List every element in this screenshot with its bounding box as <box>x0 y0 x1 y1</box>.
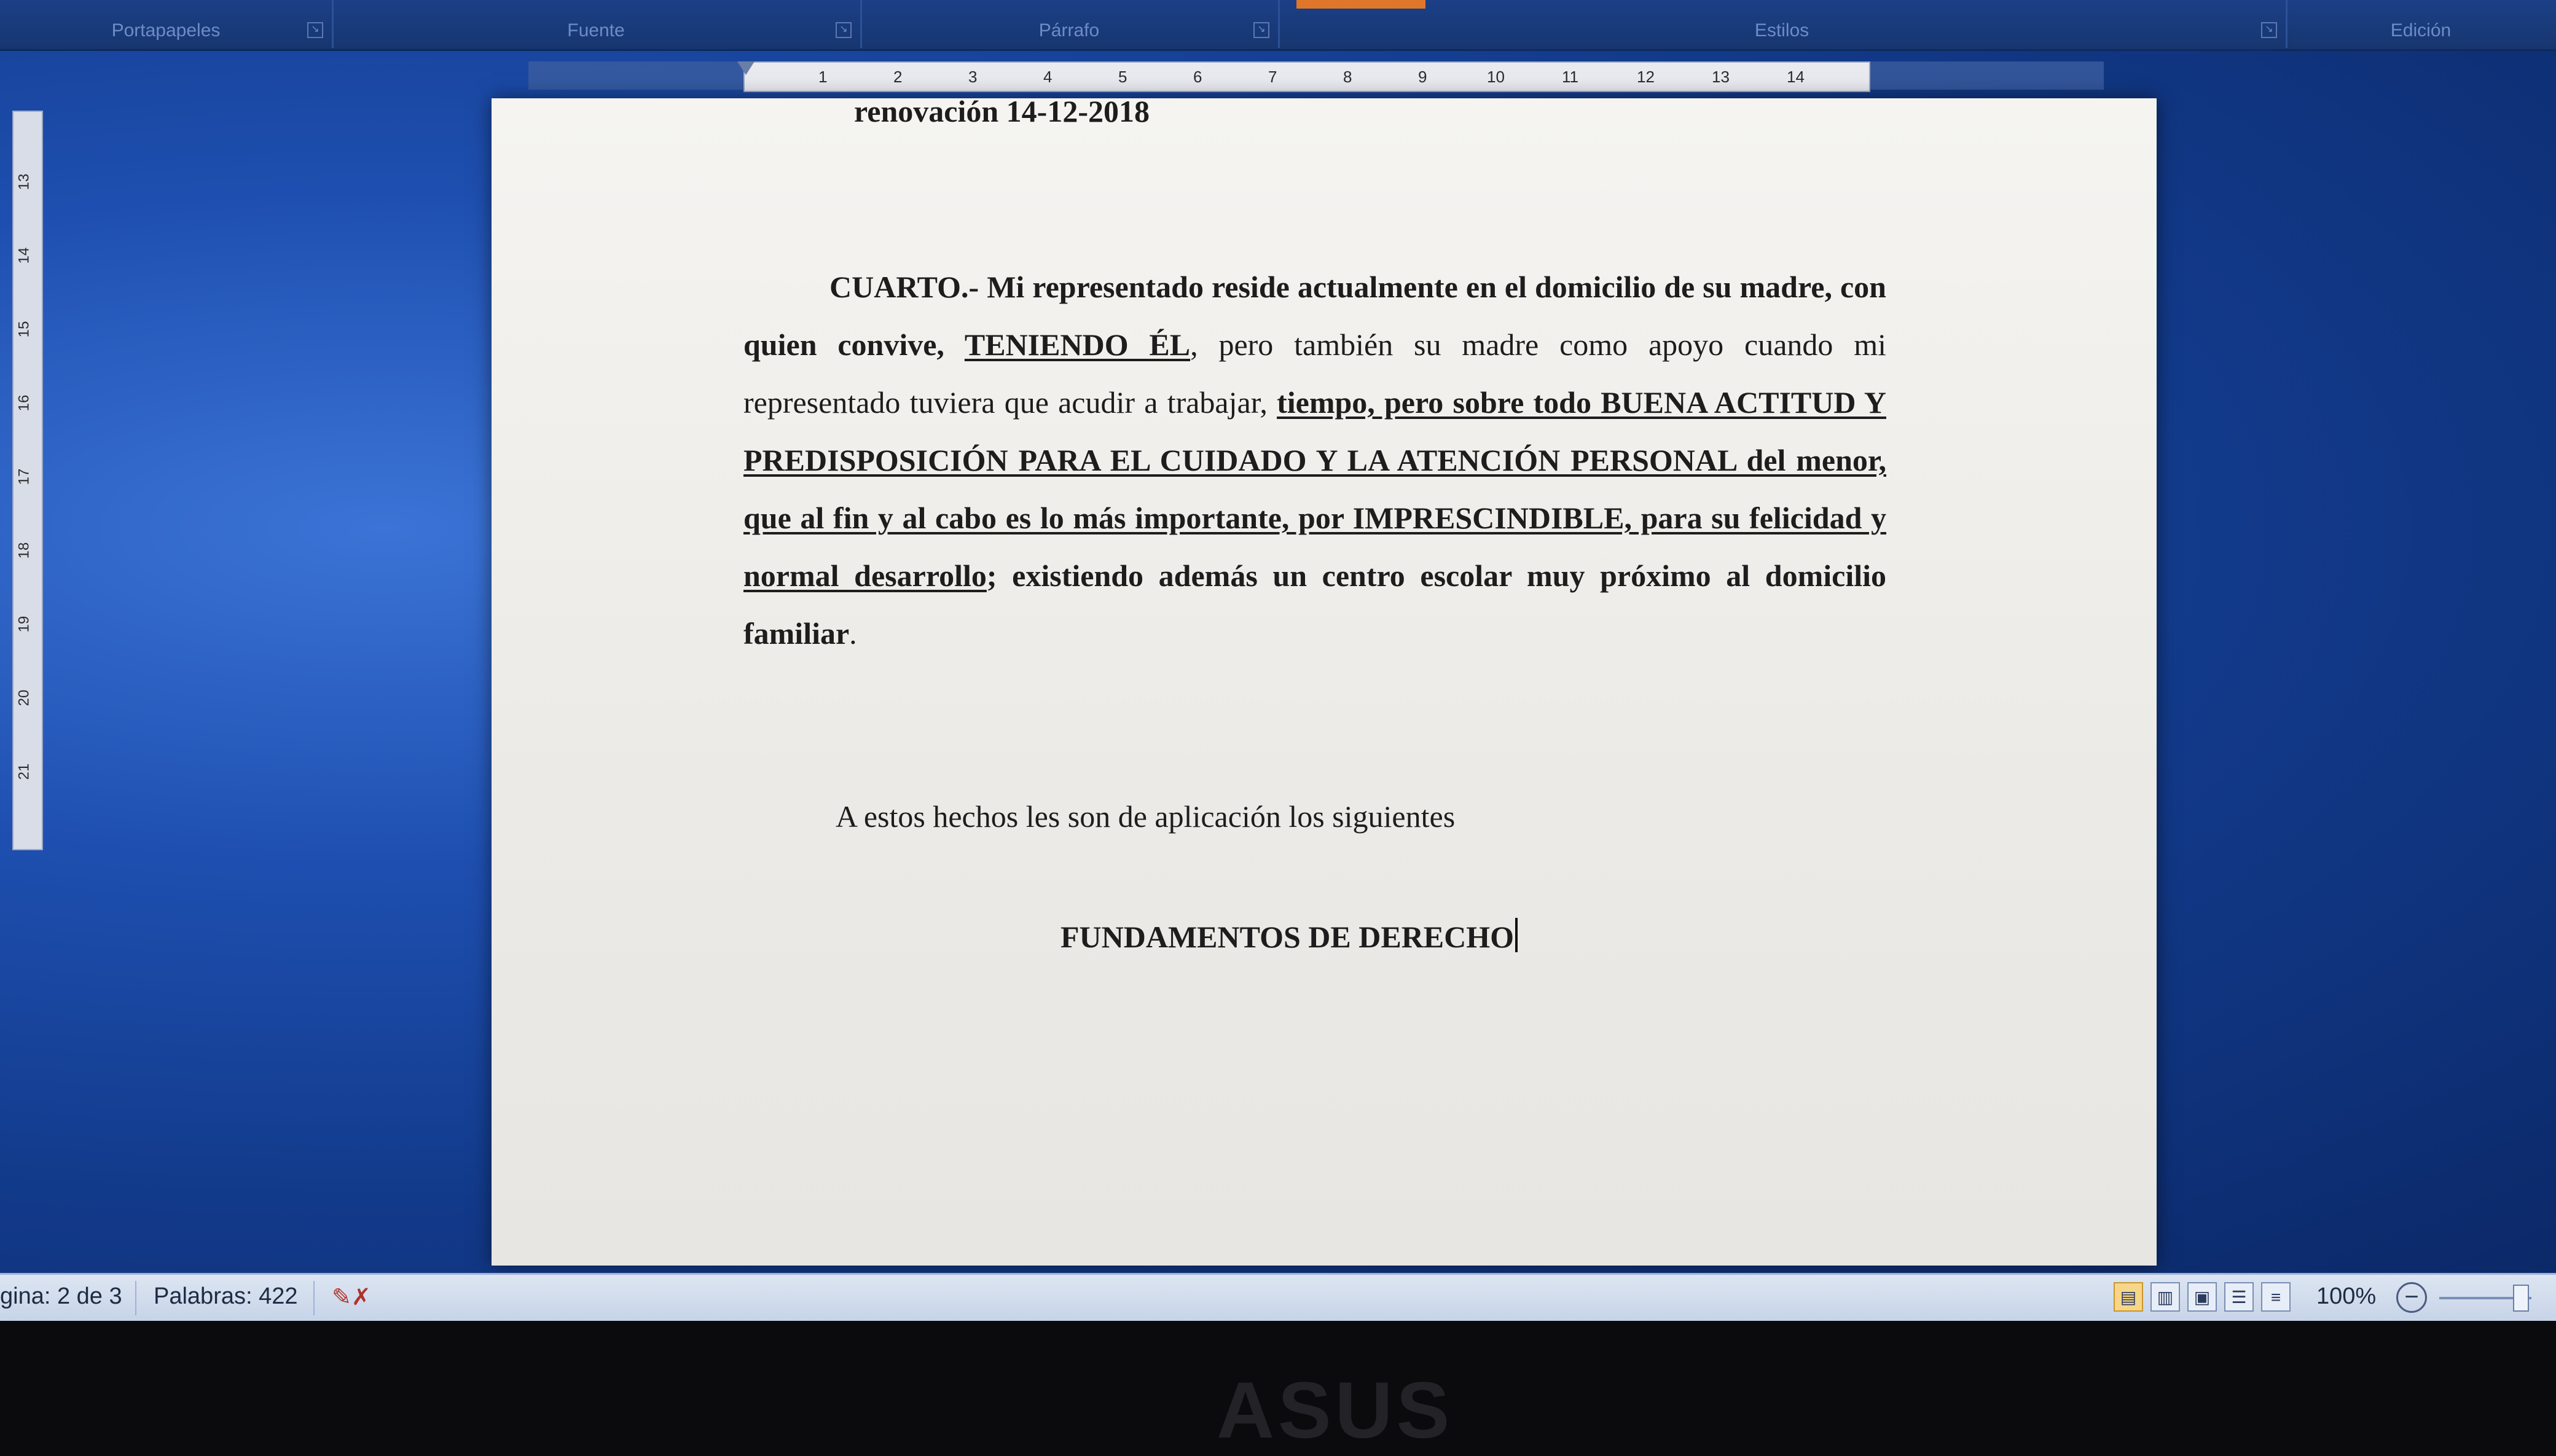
ruler-tick: 20 <box>15 689 33 706</box>
ruler-tick: 9 <box>1418 68 1427 86</box>
paragraph-cuarto[interactable] <box>743 258 1886 662</box>
ruler-tick: 10 <box>1487 68 1505 86</box>
monitor-logo: ASUS <box>1217 1365 1454 1455</box>
ruler-tick: 17 <box>15 468 33 485</box>
ruler-tick: 15 <box>15 321 33 338</box>
ribbon-group-clipboard[interactable] <box>0 0 334 48</box>
print-layout-view-button[interactable]: ▤ <box>2114 1282 2143 1312</box>
ribbon-group-label: Fuente <box>567 20 625 41</box>
ribbon-group-paragraph[interactable] <box>860 0 1280 48</box>
paragraph-heading: CUARTO.- <box>829 270 979 304</box>
paragraph-text: . <box>849 616 857 651</box>
paragraph-underlined-text: tiempo, pero sobre todo BUENA ACTITUD Y PREDISPOSICIÓN PARA EL CUIDADO Y LA ATENCIÓN PERSONAL del menor, que al fin y al cabo es lo más importante, por IMPRESCINDIBLE, para su felicidad y normal desarrollo <box>743 385 1886 593</box>
ribbon-group-label: Edición <box>2390 20 2452 41</box>
full-screen-reading-view-button[interactable]: ▥ <box>2150 1282 2180 1312</box>
ruler-tick: 12 <box>1637 68 1655 86</box>
ruler-tick: 6 <box>1193 68 1202 86</box>
ruler-tick: 3 <box>968 68 978 86</box>
ruler-tick: 14 <box>15 247 33 264</box>
ruler-tick: 4 <box>1043 68 1053 86</box>
dialog-launcher-icon[interactable]: ↘ <box>1253 22 1269 38</box>
ribbon-group-editing[interactable] <box>2286 0 2556 48</box>
ruler-tick: 5 <box>1118 68 1127 86</box>
ribbon-group-label: Párrafo <box>1038 20 1100 41</box>
ribbon-group-label: Estilos <box>1754 20 1809 41</box>
text-cursor <box>1515 918 1518 952</box>
ruler-tick: 8 <box>1343 68 1352 86</box>
ruler-tick: 13 <box>15 173 33 190</box>
word-count[interactable]: Palabras: 422 <box>154 1283 298 1309</box>
ruler-tick: 11 <box>1562 68 1578 86</box>
ruler-tick: 2 <box>893 68 903 86</box>
intro-line[interactable]: A estos hechos les son de aplicación los siguientes <box>836 799 1456 834</box>
ruler-tick: 16 <box>15 394 33 412</box>
ruler-tick: 13 <box>1712 68 1730 86</box>
ribbon-group-bar <box>0 0 2556 51</box>
ruler-tick: 14 <box>1787 68 1805 86</box>
dialog-launcher-icon[interactable]: ↘ <box>2261 22 2277 38</box>
ruler-tick: 18 <box>15 542 33 559</box>
ruler-tick: 7 <box>1268 68 1277 86</box>
ruler-tick: 21 <box>15 763 33 780</box>
paragraph-text: , pero también su madre como apoyo cuando mi representado tuviera que acudir a trabajar, <box>743 327 1887 420</box>
dialog-launcher-icon[interactable]: ↘ <box>836 22 852 38</box>
outline-view-button[interactable]: ☰ <box>2224 1282 2254 1312</box>
ruler-margin-left <box>528 61 743 90</box>
paragraph-text: ; existiendo además un centro escolar muy próximo al domicilio familiar <box>743 558 1887 651</box>
ribbon-group-styles[interactable] <box>1278 0 2287 48</box>
document-line-date[interactable]: renovación 14-12-2018 <box>854 94 1150 128</box>
spellcheck-icon[interactable]: ✎✗ <box>332 1285 371 1310</box>
dialog-launcher-icon[interactable]: ↘ <box>307 22 323 38</box>
horizontal-ruler[interactable] <box>743 61 1870 92</box>
paragraph-underlined-text: TENIENDO ÉL <box>964 327 1191 362</box>
first-line-indent-marker[interactable] <box>737 61 755 75</box>
status-bar <box>0 1273 2556 1321</box>
section-title[interactable] <box>1060 918 1518 955</box>
zoom-out-button[interactable]: − <box>2396 1282 2427 1313</box>
zoom-slider-thumb[interactable] <box>2513 1285 2529 1312</box>
style-gallery-highlight <box>1296 0 1425 9</box>
status-separator <box>313 1281 315 1315</box>
status-separator <box>135 1281 136 1315</box>
ribbon-group-label: Portapapeles <box>111 20 221 41</box>
ribbon-group-font[interactable] <box>332 0 862 48</box>
page-count[interactable]: gina: 2 de 3 <box>0 1283 122 1309</box>
zoom-level[interactable]: 100% <box>2316 1283 2377 1309</box>
draft-view-button[interactable]: ≡ <box>2261 1282 2291 1312</box>
ruler-tick: 1 <box>818 68 828 86</box>
web-layout-view-button[interactable]: ▣ <box>2187 1282 2217 1312</box>
vertical-ruler[interactable] <box>12 111 43 850</box>
ruler-tick: 19 <box>15 616 33 633</box>
section-title-text: FUNDAMENTOS DE DERECHO <box>1060 920 1515 954</box>
ruler-margin-right <box>1870 61 2104 90</box>
paragraph-text: Mi representado reside actualmente en el domicilio de su madre, con quien convive, <box>743 270 1886 362</box>
